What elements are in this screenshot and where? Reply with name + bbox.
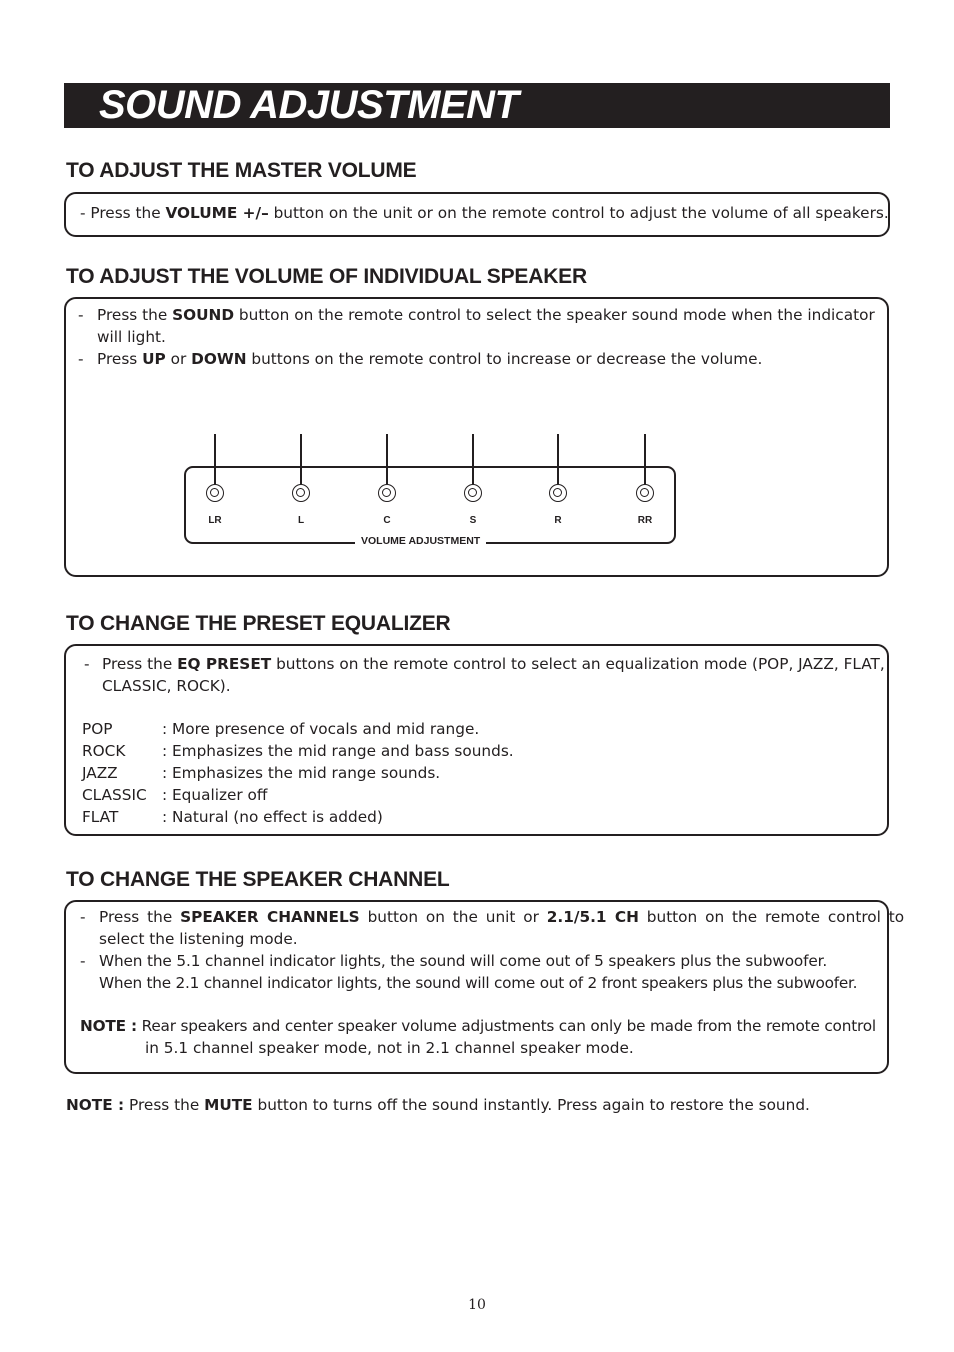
text-fragment: button to turns off the sound instantly. Press again to restore the sound. [252, 1096, 810, 1114]
title-bar [64, 83, 890, 128]
knob-shaft [300, 434, 302, 484]
volume-knob-r [549, 484, 567, 502]
text-fragment: buttons on the remote control to increase or decrease the volume. [246, 350, 763, 368]
heading-master-volume: TO ADJUST THE MASTER VOLUME [66, 159, 417, 182]
bullet-dash: - [78, 350, 84, 368]
channel-note-line2: in 5.1 channel speaker mode, not in 2.1 channel speaker mode. [145, 1039, 634, 1057]
text-fragment: Press [97, 350, 143, 368]
ch-button-label: 2.1/5.1 CH [546, 908, 639, 926]
text-fragment: - Press the [80, 204, 166, 222]
channel-bullet-1 [99, 906, 904, 928]
knob-label-c: C [383, 515, 391, 526]
eq-mode-description: : Emphasizes the mid range and bass sounds. [162, 742, 514, 760]
equalizer-bullet-1-line2: CLASSIC, ROCK). [102, 677, 231, 695]
individual-bullet-1 [97, 304, 875, 326]
eq-mode-name: FLAT [82, 808, 119, 826]
bullet-dash: - [80, 908, 86, 926]
eq-mode-name: POP [82, 720, 113, 738]
knob-shaft [386, 434, 388, 484]
text-fragment: Press the [124, 1096, 205, 1114]
knob-label-lr: LR [208, 515, 222, 526]
text-fragment: Press the [102, 655, 178, 673]
volume-knob-s [464, 484, 482, 502]
volume-knob-lr [206, 484, 224, 502]
text-fragment: buttons on the remote control to select an equalization mode (POP, JAZZ, FLAT, [271, 655, 885, 673]
knob-shaft [214, 434, 216, 484]
channel-note [80, 1015, 876, 1037]
eq-mode-description: : More presence of vocals and mid range. [162, 720, 480, 738]
volume-knob-rr [636, 484, 654, 502]
channel-bullet-2-line2: When the 2.1 channel indicator lights, the sound will come out of 2 front speakers plus the subwoofer. [99, 974, 858, 992]
eq-mode-name: ROCK [82, 742, 126, 760]
text-fragment: button on the remote control to select the speaker sound mode when the indicator [234, 306, 875, 324]
text-fragment: button on the unit or [359, 908, 547, 926]
knob-label-s: S [469, 515, 477, 526]
text-fragment: Press the [99, 908, 181, 926]
note-label: NOTE : [66, 1096, 125, 1114]
sound-button-label: SOUND [172, 306, 235, 324]
eq-mode-name: JAZZ [82, 764, 118, 782]
volume-button-label: VOLUME +/– [165, 204, 269, 222]
text-fragment: button on the remote control to [638, 908, 905, 926]
heading-individual-speaker: TO ADJUST THE VOLUME OF INDIVIDUAL SPEAKER [66, 265, 587, 288]
knob-shaft [644, 434, 646, 484]
eq-preset-button-label: EQ PRESET [177, 655, 272, 673]
individual-bullet-1-line2: will light. [97, 328, 166, 346]
eq-mode-name: CLASSIC [82, 786, 147, 804]
note-label: NOTE : [80, 1017, 137, 1035]
bullet-dash: - [80, 952, 86, 970]
volume-adjustment-panel [184, 466, 676, 544]
knob-label-rr: RR [637, 515, 653, 526]
channel-bullet-2: When the 5.1 channel indicator lights, the sound will come out of 5 speakers plus the subwoofer. [99, 952, 828, 970]
knob-shaft [472, 434, 474, 484]
bullet-dash: - [78, 306, 84, 324]
down-button-label: DOWN [191, 350, 247, 368]
knob-shaft [557, 434, 559, 484]
knob-label-l: L [297, 515, 305, 526]
eq-mode-description: : Equalizer off [162, 786, 268, 804]
page-title: SOUND ADJUSTMENT [99, 83, 519, 127]
master-volume-text [80, 202, 889, 224]
text-fragment: Press the [97, 306, 173, 324]
mute-note [66, 1094, 810, 1116]
up-button-label: UP [142, 350, 166, 368]
eq-mode-description: : Natural (no effect is added) [162, 808, 383, 826]
volume-knob-l [292, 484, 310, 502]
text-fragment: Rear speakers and center speaker volume adjustments can only be made from the remote control [136, 1017, 876, 1035]
mute-button-label: MUTE [204, 1096, 253, 1114]
eq-mode-description: : Emphasizes the mid range sounds. [162, 764, 441, 782]
bullet-dash: - [84, 655, 90, 673]
heading-preset-equalizer: TO CHANGE THE PRESET EQUALIZER [66, 612, 451, 635]
knob-label-r: R [554, 515, 562, 526]
individual-bullet-2 [97, 348, 762, 370]
text-fragment: button on the unit or on the remote control to adjust the volume of all speakers. [268, 204, 889, 222]
page-number: 10 [468, 1297, 486, 1313]
volume-adjustment-label: VOLUME ADJUSTMENT [355, 535, 486, 547]
heading-speaker-channel: TO CHANGE THE SPEAKER CHANNEL [66, 868, 450, 891]
equalizer-bullet-1 [102, 653, 885, 675]
channel-bullet-1-line2: select the listening mode. [99, 930, 298, 948]
speaker-channels-button-label: SPEAKER CHANNELS [180, 908, 360, 926]
text-fragment: or [165, 350, 192, 368]
volume-knob-c [378, 484, 396, 502]
